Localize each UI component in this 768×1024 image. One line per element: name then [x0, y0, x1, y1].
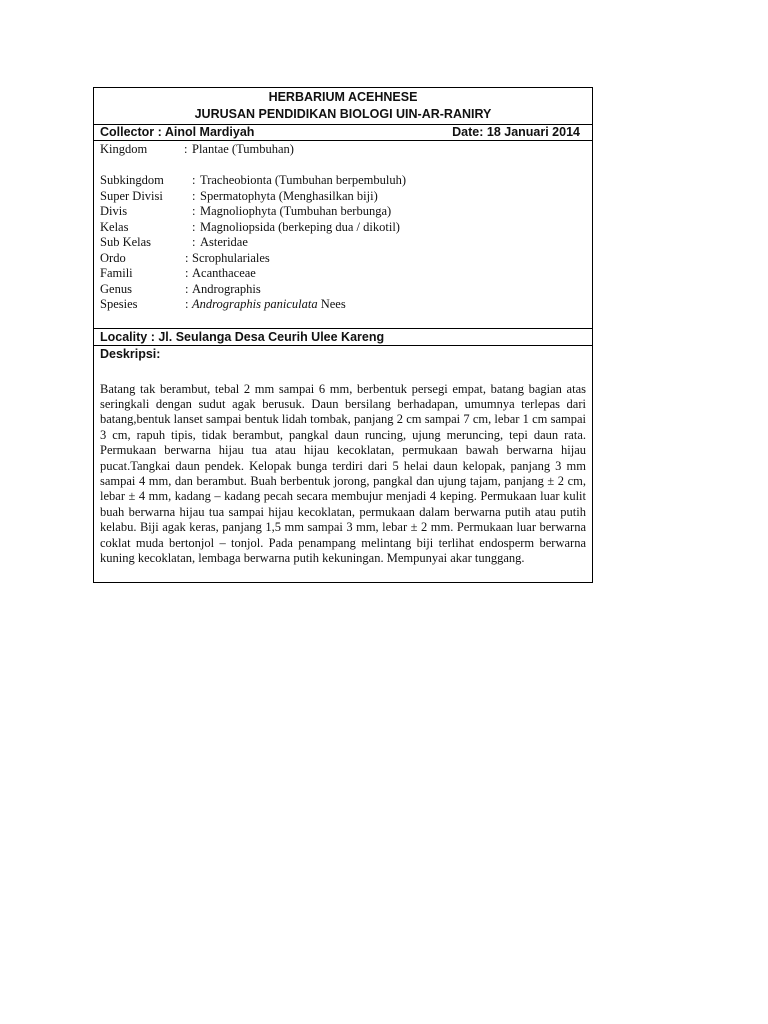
description-title: Deskripsi: [100, 346, 161, 361]
herbarium-title: HERBARIUM ACEHNESE [268, 90, 418, 104]
taxon-value: Spermatophyta (Menghasilkan biji) [200, 188, 378, 203]
taxon-separator: : [185, 297, 189, 311]
taxonomy-spacer [100, 158, 586, 174]
taxon-key: Kingdom [100, 142, 148, 156]
taxon-superdivisi [100, 189, 586, 205]
taxon-key: Sub Kelas [100, 235, 152, 249]
taxon-subkelas [100, 235, 586, 251]
species-author: Nees [317, 297, 346, 311]
taxon-key: Super Divisi [100, 188, 163, 203]
taxon-separator: : [185, 250, 189, 265]
description-body: Batang tak berambut, tebal 2 mm sampai 6 mm, berbentuk persegi empat, batang bagian atas seringkali dengan sudut agak berusuk. Daun bersilang berhadapan, umumnya terlepas dari batang,bentuk lanset sampai bentuk lidah tombak, panjang 2 cm sampai 7 cm, lebar 1 cm sampai 3 cm, rapuh tipis, tidak berambut, pangkal daun runcing, ujung meruncing, tepi daun rata. Permukaan berwarna hijau tua atau hijau kecoklatan, permukaan bawah berwarna hijau pucat.Tangkai daun pendek. Kelopak bunga terdiri dari 5 helai daun kelopak, panjang 3 mm sampai 4 mm, dan berambut. Buah berbentuk jorong, pangkal dan ujung tajam, panjang ± 2 cm, lebar ± 4 mm, kadang – kadang pecah secara membujur menjadi 4 keping. Permukaan luar kulit buah berwarna hijau tua sampai hijau kecoklatan, permukaan dalam berwarna putih atau putih kelabu. Biji agak keras, panjang 1,5 mm sampai 3 mm, lebar ± 2 mm. Permukaan luar berwarna coklat muda bertonjol – tonjol. Pada penampang melintang biji terlihat endosperm berwarna kuning kecoklatan, lembaga berwarna putih kekuningan. Mempunyai akar tunggang. [100, 381, 586, 565]
taxon-separator: : [192, 188, 196, 203]
taxon-separator: : [185, 266, 189, 280]
taxon-key: Famili [100, 266, 133, 280]
taxon-key: Subkingdom [100, 173, 164, 187]
description-section [94, 346, 592, 583]
collection-date: Date: 18 Januari 2014 [452, 125, 580, 139]
taxon-key: Kelas [100, 219, 129, 234]
taxon-value: Scrophulariales [192, 250, 270, 265]
taxon-kingdom [100, 142, 586, 158]
taxon-value: Plantae (Tumbuhan) [192, 142, 294, 156]
taxon-value: Acanthaceae [192, 266, 256, 280]
taxon-ordo [100, 251, 586, 267]
taxon-separator: : [192, 219, 196, 234]
collector-row [94, 125, 592, 141]
taxon-subkingdom [100, 173, 586, 189]
taxon-separator: : [192, 173, 196, 187]
taxon-genus [100, 282, 586, 298]
taxon-separator: : [185, 281, 189, 296]
collector-name: Collector : Ainol Mardiyah [100, 125, 255, 139]
taxon-key: Ordo [100, 250, 126, 265]
taxon-key: Genus [100, 281, 132, 296]
label-header [94, 88, 592, 125]
taxonomy-section [94, 141, 592, 329]
taxon-kelas [100, 220, 586, 236]
taxon-value: Andrographis [192, 281, 261, 296]
taxon-value: Asteridae [200, 235, 248, 249]
taxon-separator: : [184, 142, 188, 156]
taxon-value: Tracheobionta (Tumbuhan berpembuluh) [200, 173, 406, 187]
taxon-key: Divis [100, 204, 128, 218]
taxon-value: Magnoliophyta (Tumbuhan berbunga) [200, 204, 392, 218]
taxon-separator: : [192, 204, 196, 218]
taxon-key: Spesies [100, 297, 138, 311]
taxon-divisi [100, 204, 586, 220]
taxon-value: Magnoliopsida (berkeping dua / dikotil) [200, 219, 400, 234]
taxon-famili [100, 266, 586, 282]
herbarium-label [93, 87, 593, 583]
species-name: Andrographis paniculata [192, 297, 318, 311]
taxon-separator: : [192, 235, 196, 249]
department-title: JURUSAN PENDIDIKAN BIOLOGI UIN-AR-RANIRY [194, 107, 492, 121]
taxon-spesies [100, 297, 586, 313]
locality-row: Locality : Jl. Seulanga Desa Ceurih Ulee Kareng [94, 329, 592, 346]
